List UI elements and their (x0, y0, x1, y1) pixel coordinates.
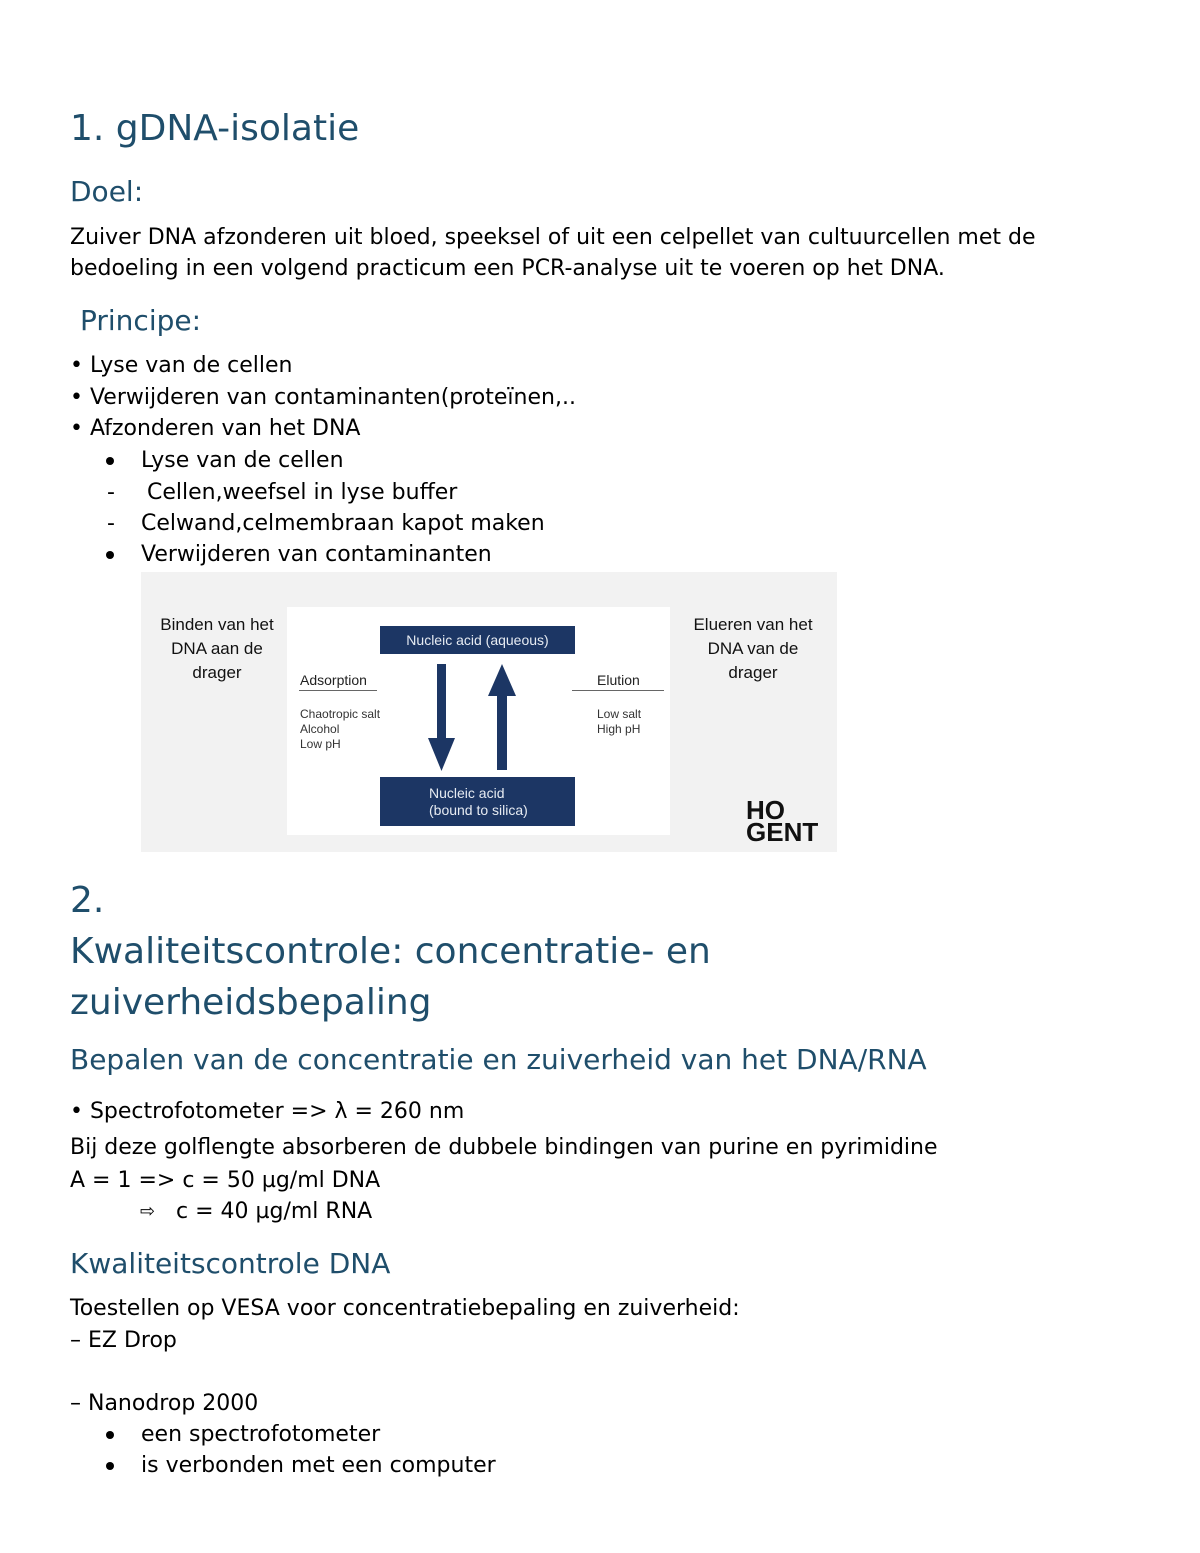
binding-caption: Binden van het DNA aan de drager (160, 615, 274, 682)
bepalen-heading: Bepalen van de concentratie en zuiverheid van het DNA/RNA (70, 1043, 927, 1076)
section-2-title-line-2: zuiverheidsbepaling (70, 982, 432, 1023)
dash-marker: - (107, 480, 115, 505)
principe-heading: Principe: (80, 304, 202, 337)
section-1-title: 1. gDNA-isolatie (70, 108, 360, 149)
principe-bullet: • Verwijderen van contaminanten(proteïnen,.. (70, 385, 576, 410)
section-2-title-line-1: Kwaliteitscontrole: concentratie- en (70, 931, 711, 972)
principe-bullet: • Afzonderen van het DNA (70, 416, 361, 441)
section-2-number: 2. (70, 880, 105, 921)
toestellen-text: Toestellen op VESA voor concentratiebepaling en zuiverheid: (70, 1296, 740, 1321)
down-arrow-icon (428, 664, 455, 771)
up-arrow-icon (488, 664, 516, 770)
bullet-dot-icon (106, 551, 114, 559)
bullet-dot-icon (106, 1462, 114, 1470)
principe-bullet: • Lyse van de cellen (70, 353, 293, 378)
nanodrop-item: – Nanodrop 2000 (70, 1391, 259, 1416)
sub-dash-item: Cellen,weefsel in lyse buffer (147, 480, 458, 505)
bullet-dot-icon (106, 457, 114, 465)
arrow-right-icon: ⇨ (140, 1201, 156, 1222)
elution-label: Elution (597, 672, 640, 688)
formula-rna: c = 40 µg/ml RNA (176, 1199, 373, 1224)
formula-dna: A = 1 => c = 50 µg/ml DNA (70, 1168, 381, 1193)
sub-bullet-item: Verwijderen van contaminanten (141, 542, 492, 567)
doel-text-line-1: Zuiver DNA afzonderen uit bloed, speeksel of uit een celpellet van cultuurcellen met de (70, 225, 1036, 250)
hogent-logo (746, 795, 819, 847)
nanodrop-bullet: een spectrofotometer (141, 1422, 381, 1447)
adsorption-elution-arrows (420, 660, 530, 775)
nucleic-acid-aqueous-box: Nucleic acid (aqueous) (380, 626, 575, 654)
bullet-dot-icon (106, 1431, 114, 1439)
sub-dash-item: Celwand,celmembraan kapot maken (141, 511, 545, 536)
elution-conditions: Low salt High pH (597, 707, 642, 736)
adsorption-conditions: Chaotropic salt Alcohol Low pH (300, 707, 381, 751)
sub-bullet-item: Lyse van de cellen (141, 448, 344, 473)
adsorption-label: Adsorption (300, 672, 367, 688)
adsorption-line (299, 690, 377, 691)
ez-drop-item: – EZ Drop (70, 1328, 177, 1353)
nanodrop-bullet: is verbonden met een computer (141, 1453, 496, 1478)
hogent-logo-line-1: HO (746, 795, 785, 825)
elution-caption: Elueren van het DNA van de drager (693, 615, 813, 682)
hogent-logo-line-2: GENT (746, 817, 819, 847)
doel-heading: Doel: (70, 175, 144, 208)
nucleic-acid-silica-box: Nucleic acid (bound to silica) (380, 777, 575, 826)
kwaliteitscontrole-dna-heading: Kwaliteitscontrole DNA (70, 1247, 391, 1280)
spectrofotometer-bullet: • Spectrofotometer => λ = 260 nm (70, 1099, 465, 1124)
dash-marker: - (107, 511, 115, 536)
golflengte-text: Bij deze golflengte absorberen de dubbele bindingen van purine en pyrimidine (70, 1135, 938, 1160)
elution-line (572, 690, 664, 691)
doel-text-line-2: bedoeling in een volgend practicum een PCR-analyse uit te voeren op het DNA. (70, 256, 945, 281)
